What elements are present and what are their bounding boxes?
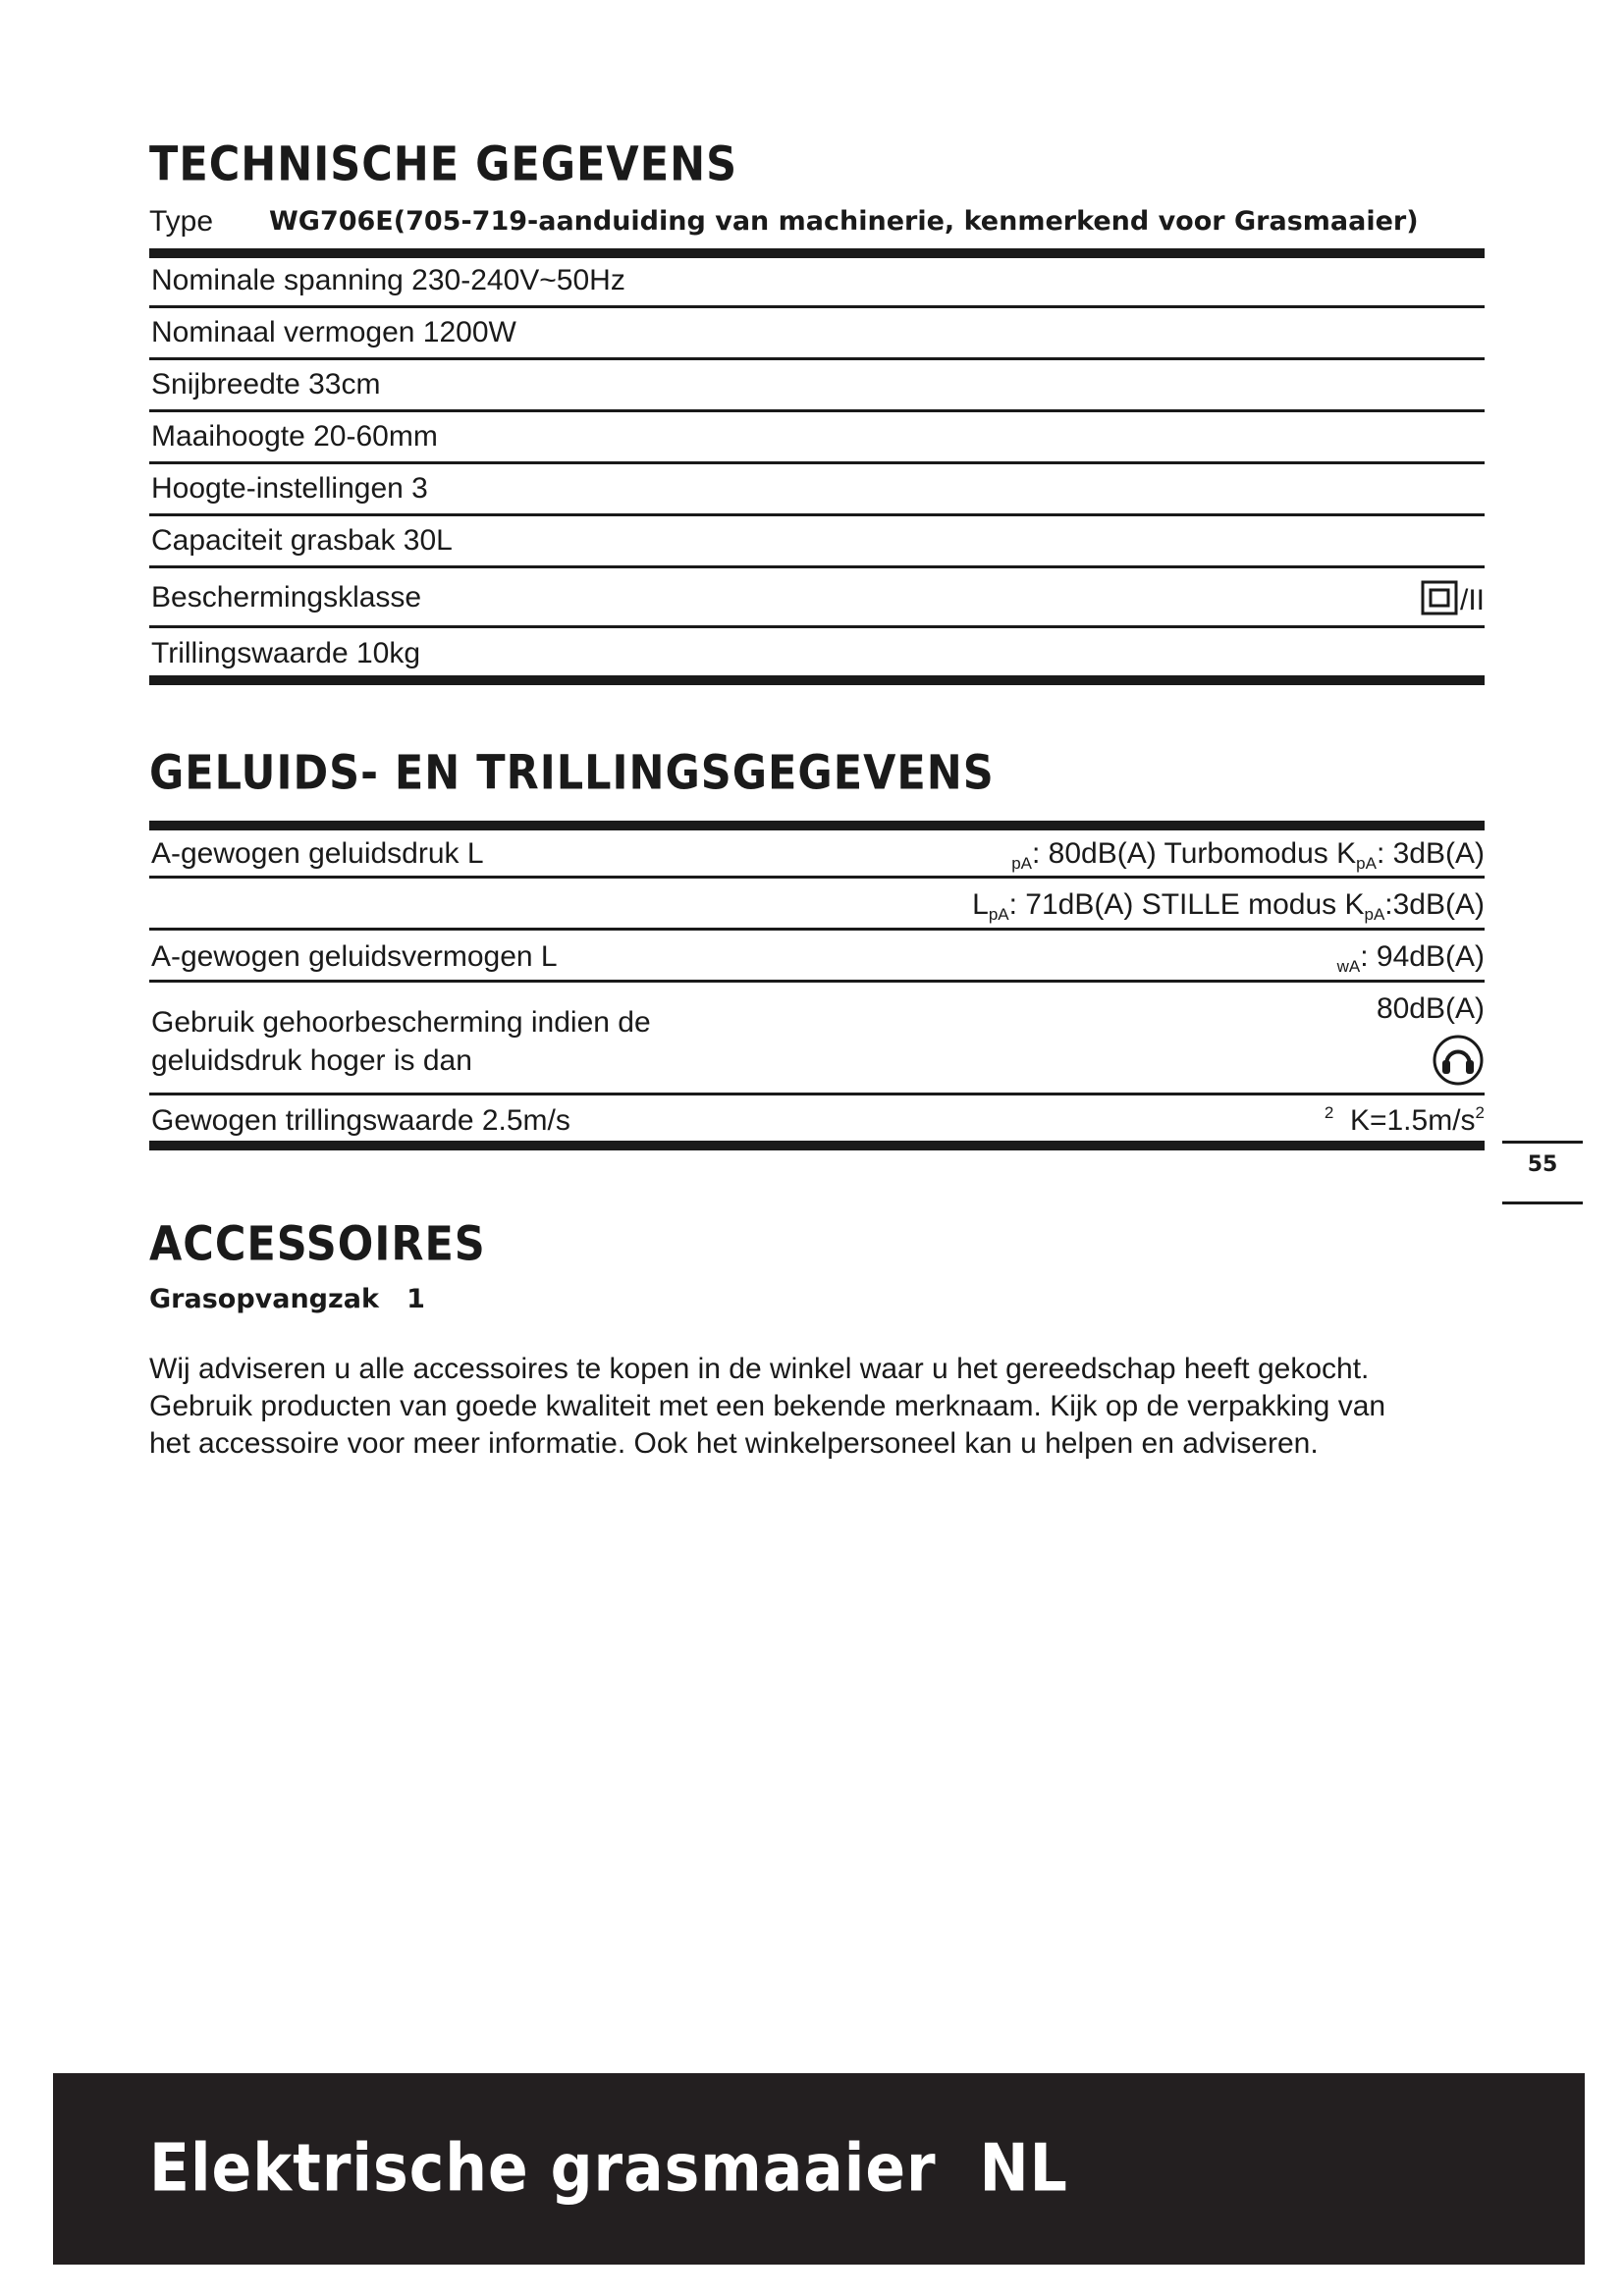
power-text: : 94dB(A) — [1360, 940, 1485, 973]
silent-l: L — [972, 888, 989, 921]
sound-pressure-value — [1011, 836, 1485, 872]
sub-pa: pA — [1364, 905, 1385, 924]
accessory-qty: 1 — [406, 1284, 425, 1314]
footer-title — [149, 2130, 1068, 2207]
table-top-rule — [149, 248, 1485, 258]
paragraph-line: het accessoire voor meer informatie. Ook het winkelpersoneel kan u helpen en adviseren. — [149, 1427, 1319, 1460]
accessory-name: Grasopvangzak — [149, 1284, 379, 1314]
silent-text: : 71dB(A) STILLE modus K — [1008, 888, 1365, 921]
sub-pa: pA — [1356, 854, 1377, 873]
sound-silent-value — [972, 887, 1485, 923]
sound-table-bottom-rule — [149, 1141, 1485, 1150]
pressure-text: : 80dB(A) Turbomodus K — [1031, 837, 1357, 870]
row-divider — [149, 625, 1485, 628]
spec-text: Nominaal vermogen 1200W — [151, 316, 516, 348]
sub-pa: pA — [988, 905, 1009, 924]
page-number-rule-bottom — [1502, 1201, 1583, 1204]
pressure-k-text: : 3dB(A) — [1376, 837, 1485, 870]
footer-language-code: NL — [979, 2130, 1068, 2208]
row-divider — [149, 876, 1485, 879]
page-number-rule-top — [1502, 1141, 1583, 1144]
sub-pa: pA — [1011, 854, 1032, 873]
sound-vibration-heading: GELUIDS- EN TRILLINGSGEGEVENS — [149, 746, 995, 801]
hearing-protection-label — [151, 1003, 651, 1080]
ear-protection-icon — [1432, 1034, 1485, 1087]
row-divider — [149, 513, 1485, 516]
row-divider — [149, 461, 1485, 464]
protection-class-text: /II — [1459, 584, 1485, 616]
sound-table-top-rule — [149, 821, 1485, 830]
table-bottom-rule — [149, 675, 1485, 685]
row-divider — [149, 1093, 1485, 1095]
accessories-heading: ACCESSOIRES — [149, 1217, 486, 1272]
page-number: 55 — [1527, 1152, 1558, 1177]
double-insulation-icon — [1421, 580, 1460, 615]
row-divider — [149, 305, 1485, 308]
spec-text: Nominale spanning 230-240V~50Hz — [151, 264, 625, 296]
spec-text: Capaciteit grasbak 30L — [151, 524, 453, 557]
type-row — [149, 202, 1485, 241]
sound-power-value — [1337, 939, 1485, 975]
paragraph-line: Gebruik producten van goede kwaliteit met een bekende merknaam. Kijk op de verpakking van — [149, 1390, 1386, 1422]
row-divider — [149, 409, 1485, 412]
spec-text: Beschermingsklasse — [151, 581, 422, 614]
spec-text: Snijbreedte 33cm — [151, 368, 381, 400]
row-divider — [149, 928, 1485, 931]
silent-k-text: :3dB(A) — [1384, 888, 1485, 921]
type-value: WG706E(705-719-aanduiding van machinerie, kenmerkend voor Grasmaaier) — [269, 206, 1419, 237]
footer-product-title: Elektrische grasmaaier — [149, 2130, 937, 2208]
row-divider — [149, 980, 1485, 983]
row-divider — [149, 565, 1485, 568]
sup-2: 2 — [1475, 1103, 1485, 1122]
sound-pressure-label: A-gewogen geluidsdruk L — [151, 837, 484, 870]
vibration-k-text: K=1.5m/s — [1349, 1104, 1476, 1137]
hearing-protection-line-2: geluidsdruk hoger is dan — [151, 1044, 472, 1077]
sound-power-label: A-gewogen geluidsvermogen L — [151, 940, 558, 973]
type-label: Type — [149, 205, 214, 238]
sub-wa: wA — [1336, 957, 1361, 976]
spec-text: Maaihoogte 20-60mm — [151, 420, 438, 453]
paragraph-line: Wij adviseren u alle accessoires te kopen in de winkel waar u het gereedschap heeft gekocht. — [149, 1353, 1370, 1385]
spec-text: Hoogte-instellingen 3 — [151, 472, 428, 505]
vibration-label: Gewogen trillingswaarde 2.5m/s — [151, 1104, 570, 1137]
hearing-protection-line-1: Gebruik gehoorbescherming indien de — [151, 1006, 651, 1039]
row-divider — [149, 357, 1485, 360]
footer-banner — [53, 2073, 1585, 2265]
accessory-item — [149, 1284, 425, 1314]
spec-text: Trillingswaarde 10kg — [151, 637, 421, 669]
technical-data-heading: TECHNISCHE GEGEVENS — [149, 137, 738, 192]
accessories-paragraph — [149, 1351, 1494, 1463]
sup-2: 2 — [1324, 1103, 1334, 1122]
hearing-protection-row — [149, 991, 1485, 1090]
hearing-protection-value: 80dB(A) — [1376, 992, 1485, 1025]
protection-class-value — [1421, 580, 1485, 618]
vibration-value — [1325, 1103, 1485, 1139]
